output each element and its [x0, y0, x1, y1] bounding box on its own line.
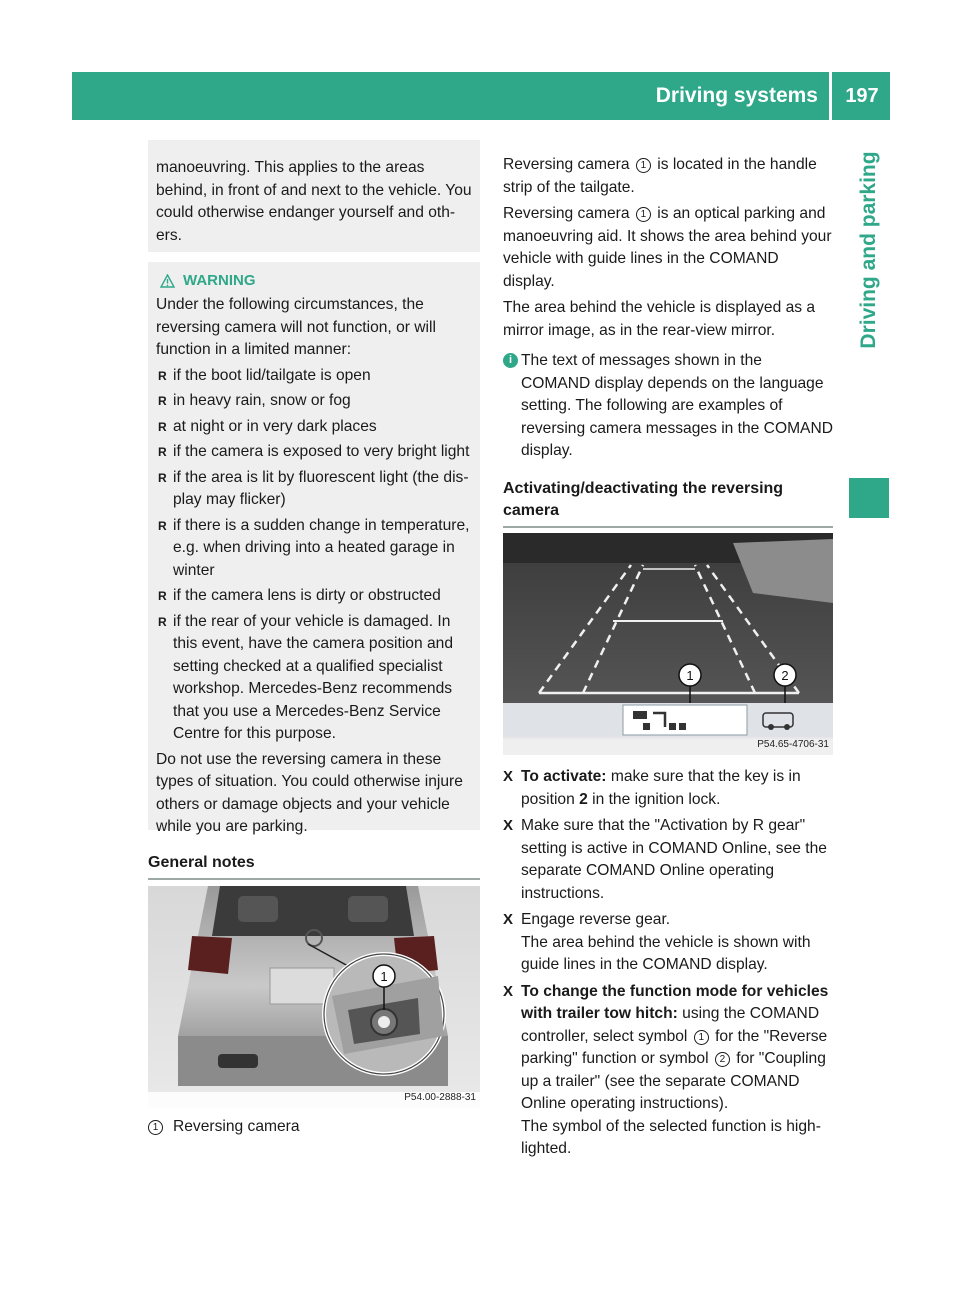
text: Engage reverse gear.: [521, 911, 671, 928]
figure-camera-display: [503, 533, 833, 755]
info-note: [503, 350, 833, 463]
paragraph-mirror-image: The area behind the vehicle is displayed as a mirror image, as in the rear-view mirror.: [503, 299, 816, 339]
page-title: Driving systems: [655, 84, 818, 107]
warning-label: WARNING: [183, 271, 256, 289]
camera-display-illustration: [503, 533, 833, 755]
list-item: R if the rear of your vehicle is damaged. In this event, have the camera position and setting checked at a qualified specialist workshop. Mercedes-Benz recommends that you use a Mercedes-Benz Service Centre for this purpose.: [156, 611, 472, 746]
list-item: R if the boot lid/tailgate is open: [156, 365, 472, 388]
figure1-callout: 1: [380, 969, 388, 984]
ignition-position: 2: [579, 790, 588, 808]
list-item: R in heavy rain, snow or fog: [156, 390, 472, 413]
caption-text: Reversing camera: [173, 1118, 300, 1135]
text: for "Coupling up a trailer" (see the separate COMAND Online operating instructions).: [521, 1050, 826, 1112]
instruction-steps: [503, 766, 833, 1161]
warning-triangle-icon: [160, 274, 175, 288]
warning-intro: Under the following circumstances, the reversing camera will not function, or will function in a limited manner:: [156, 296, 436, 358]
figure1-reference: P54.00-2888-31: [404, 1092, 476, 1103]
list-item: R at night or in very dark places: [156, 416, 472, 439]
section-title-general-notes: General notes: [148, 852, 480, 880]
list-item: R if the camera lens is dirty or obstructed: [156, 585, 472, 608]
chapter-tab: [849, 130, 889, 370]
car-rear-illustration: [148, 886, 480, 1108]
text: Reversing camera: [503, 205, 630, 222]
figure-car-rear: [148, 886, 480, 1108]
text: make sure that the key is in position: [521, 768, 801, 808]
info-text: The text of messages shown in the COMAND display depends on the language setting. The following are examples of reversing camera messages in the COMAND display.: [521, 352, 833, 459]
text: Reversing camera: [503, 156, 630, 173]
caption-number: 1: [148, 1120, 163, 1135]
text: in the ignition lock.: [592, 790, 721, 808]
step-activate: [503, 766, 833, 811]
step-marker: X: [503, 911, 514, 928]
text: for the "Reverse parking" function or symbol: [521, 1027, 828, 1067]
figure2-reference: P54.65-4706-31: [757, 739, 829, 750]
text: The symbol of the selected function is highlighted.: [521, 1117, 821, 1157]
step-marker: X: [503, 982, 514, 1000]
step-activation-setting: [503, 815, 833, 905]
callout-number: 1: [636, 207, 651, 222]
text: using the COMAND controller, select symbol: [521, 1005, 820, 1045]
right-column-intro: [503, 154, 833, 463]
header-divider: [829, 72, 832, 120]
warning-outro: Do not use the reversing camera in these types of situation. You could otherwise injure others or damage objects and your vehicle while you are parking.: [156, 750, 463, 835]
figure1-caption: [148, 1116, 480, 1139]
warning-heading: [156, 268, 472, 294]
step-bold: To activate:: [521, 768, 607, 785]
text: is located in the handle strip of the tailgate.: [503, 156, 817, 196]
continued-warning-box: [148, 140, 480, 252]
list-item: R if there is a sudden change in temperature, e.g. when driving into a heated garage in winter: [156, 515, 472, 583]
paragraph-camera-function: [503, 203, 833, 293]
warning-list: [156, 365, 472, 746]
page-number: 197: [845, 85, 879, 107]
info-icon: i: [503, 353, 518, 368]
chapter-marker: [849, 478, 889, 518]
step-marker: X: [503, 817, 514, 834]
warning-box: [148, 262, 480, 835]
paragraph-camera-location: [503, 154, 833, 199]
step-marker: X: [503, 768, 514, 785]
step-bold: To change the function mode for vehicles with trailer tow hitch:: [521, 982, 829, 1022]
activating-section: [503, 478, 833, 528]
callout-number: 1: [694, 1030, 709, 1045]
continued-warning-text: manoeuvring. This applies to the areas behind, in front of and next to the vehicle. You could otherwise endanger yourself and others.: [156, 159, 472, 244]
list-item: R if the area is lit by fluorescent light (the display may flicker): [156, 467, 472, 512]
figure2-callout-2: 2: [781, 668, 789, 683]
callout-number: 1: [636, 158, 651, 173]
callout-number: 2: [715, 1052, 730, 1067]
figure2-callout-1: 1: [686, 668, 694, 683]
step-function-mode: [503, 981, 833, 1161]
text: The area behind the vehicle is shown with guide lines in the COMAND display.: [521, 933, 811, 973]
list-item: R if the camera is exposed to very bright light: [156, 441, 472, 464]
text: Make sure that the "Activation by R gear" setting is active in COMAND Online, see the separate COMAND Online operating instructions.: [521, 817, 827, 902]
step-reverse-gear: [503, 909, 833, 977]
text: is an optical parking and manoeuvring aid. It shows the area behind your vehicle with guide lines in the COMAND display.: [503, 205, 832, 290]
chapter-tab-label: Driving and parking: [857, 151, 880, 349]
steps-section: [503, 766, 833, 1165]
general-notes-section: [148, 852, 480, 880]
section-title-activating: Activating/deactivating the reversing camera: [503, 478, 833, 528]
